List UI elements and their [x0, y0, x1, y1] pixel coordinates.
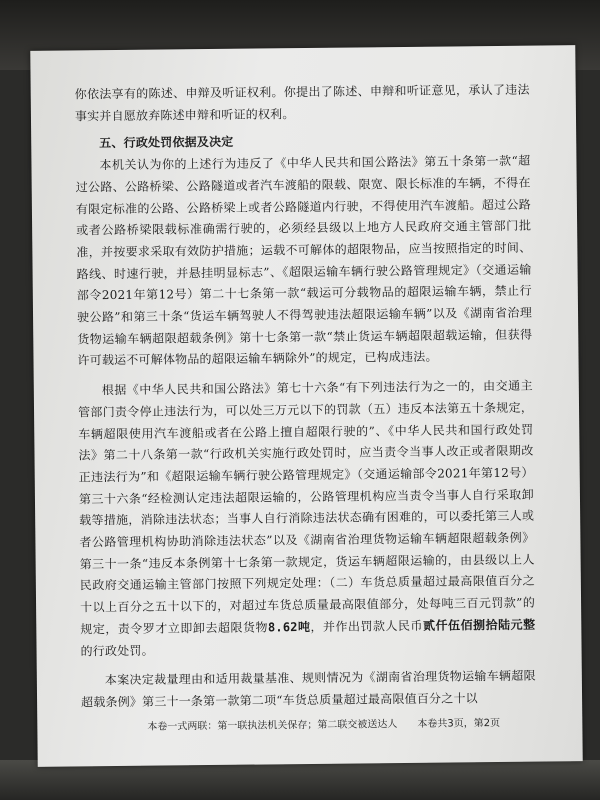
excess-weight: 8.62吨 — [267, 619, 311, 635]
intro-paragraph: 你依法享有的陈述、申辩及听证权利。你提出了陈述、申辩和听证意见，承认了违法事实并自愿放弃陈述申辩和听证的权利。 — [74, 82, 530, 124]
penalty-basis-text: 根据《中华人民共和国公路法》第七十六条“有下列违法行为之一的，由交通主管部门责令停止违法行为，可以处三万元以下的罚款（五）违反本法第五十条规定，车辆超限使用汽车渡船或者在公路上擅自超限行驶的”、《中华人民共和国行政处罚法》第二十八条第一款“行政机关实施行政处罚时，应当责令当事人改正或者限期改正违法行为”和《超限运输车辆行驶公路管理规定》（交通运输部令2021年第12号）第三十六条“经检测认定违法超限运输的，公路管理机构应当责令当事人自行采取卸载等措施，消除违法状态；当事人自行消除违法状态确有困难的，可以委托第三人或者公路管理机构协助消除违法状态”以及《湖南省治理货物运输车辆超限超载条例》第三十一条“违反本条例第十七条第一款规定，货运车辆超限运输的，由县级以上人民政府交通运输主管部门按照下列规定处理：（二）车货总质量超过最高限值百分之十以上百分之五十以下的，对超过车货总质量最高限值部分，处每吨三百元罚款”的规定，责令罗 — [77, 378, 536, 637]
document-page — [30, 45, 582, 767]
penalty-end-text: 的行政处罚。 — [80, 643, 154, 658]
footer-copies-note: 本卷一式两联：第一联执法机关保存；第二联交被送达人 — [147, 719, 398, 733]
fine-amount: 贰仟伍佰捌拾陆元整 — [422, 617, 536, 633]
paragraph-legal-violation: 本机关认为你的上述行为违反了《中华人民共和国公路法》第五十条第一款“超过公路、公路桥梁、公路隧道或者汽车渡船的限载、限宽、限长标准的车辆，不得在有限定标准的公路、公路桥梁上或者公路隧道内行驶，不得使用汽车渡船。超过公路或者公路桥梁限载标准确需行驶的，必须经县级以上地方人民政府交通主管部门批准，并按要求采取有效防护措施；运载不可解体的超限物品，应当按照指定的时间、路线、时速行驶，并悬挂明显标志”、《超限运输车辆行驶公路管理规定》（交通运输部令2021年第12号）第二十七条第一款“载运可分载物品的超限运输车辆，禁止行驶公路”和第三十条“货运车辆驾驶人不得驾驶违法超限运输车辆”以及《湖南省治理货物运输车辆超限超载条例》第十七条第一款“禁止货运车辆超限超载运输，但获得许可载运不可解体物品的超限运输车辆除外”的规定，已构成违法。 — [75, 153, 533, 368]
document-body — [75, 80, 537, 714]
person-name-suffix: 才立即卸去超限货物 — [155, 620, 269, 636]
fine-text: ，并作出罚款人民币 — [310, 618, 424, 634]
page-footer — [147, 713, 547, 733]
footer-page-number: 本卷共3页，第2页 — [417, 717, 501, 730]
paragraph-discretion: 本案决定裁量理由和适用裁量基准、规则情况为《湖南省治理货物运输车辆超限超载条例》第三十一条第一款第二项“车货总质量超过最高限值百分之十以 — [81, 668, 536, 710]
section-heading: 五、行政处罚依据及决定 — [99, 135, 234, 151]
paragraph-penalty-basis — [78, 376, 536, 663]
